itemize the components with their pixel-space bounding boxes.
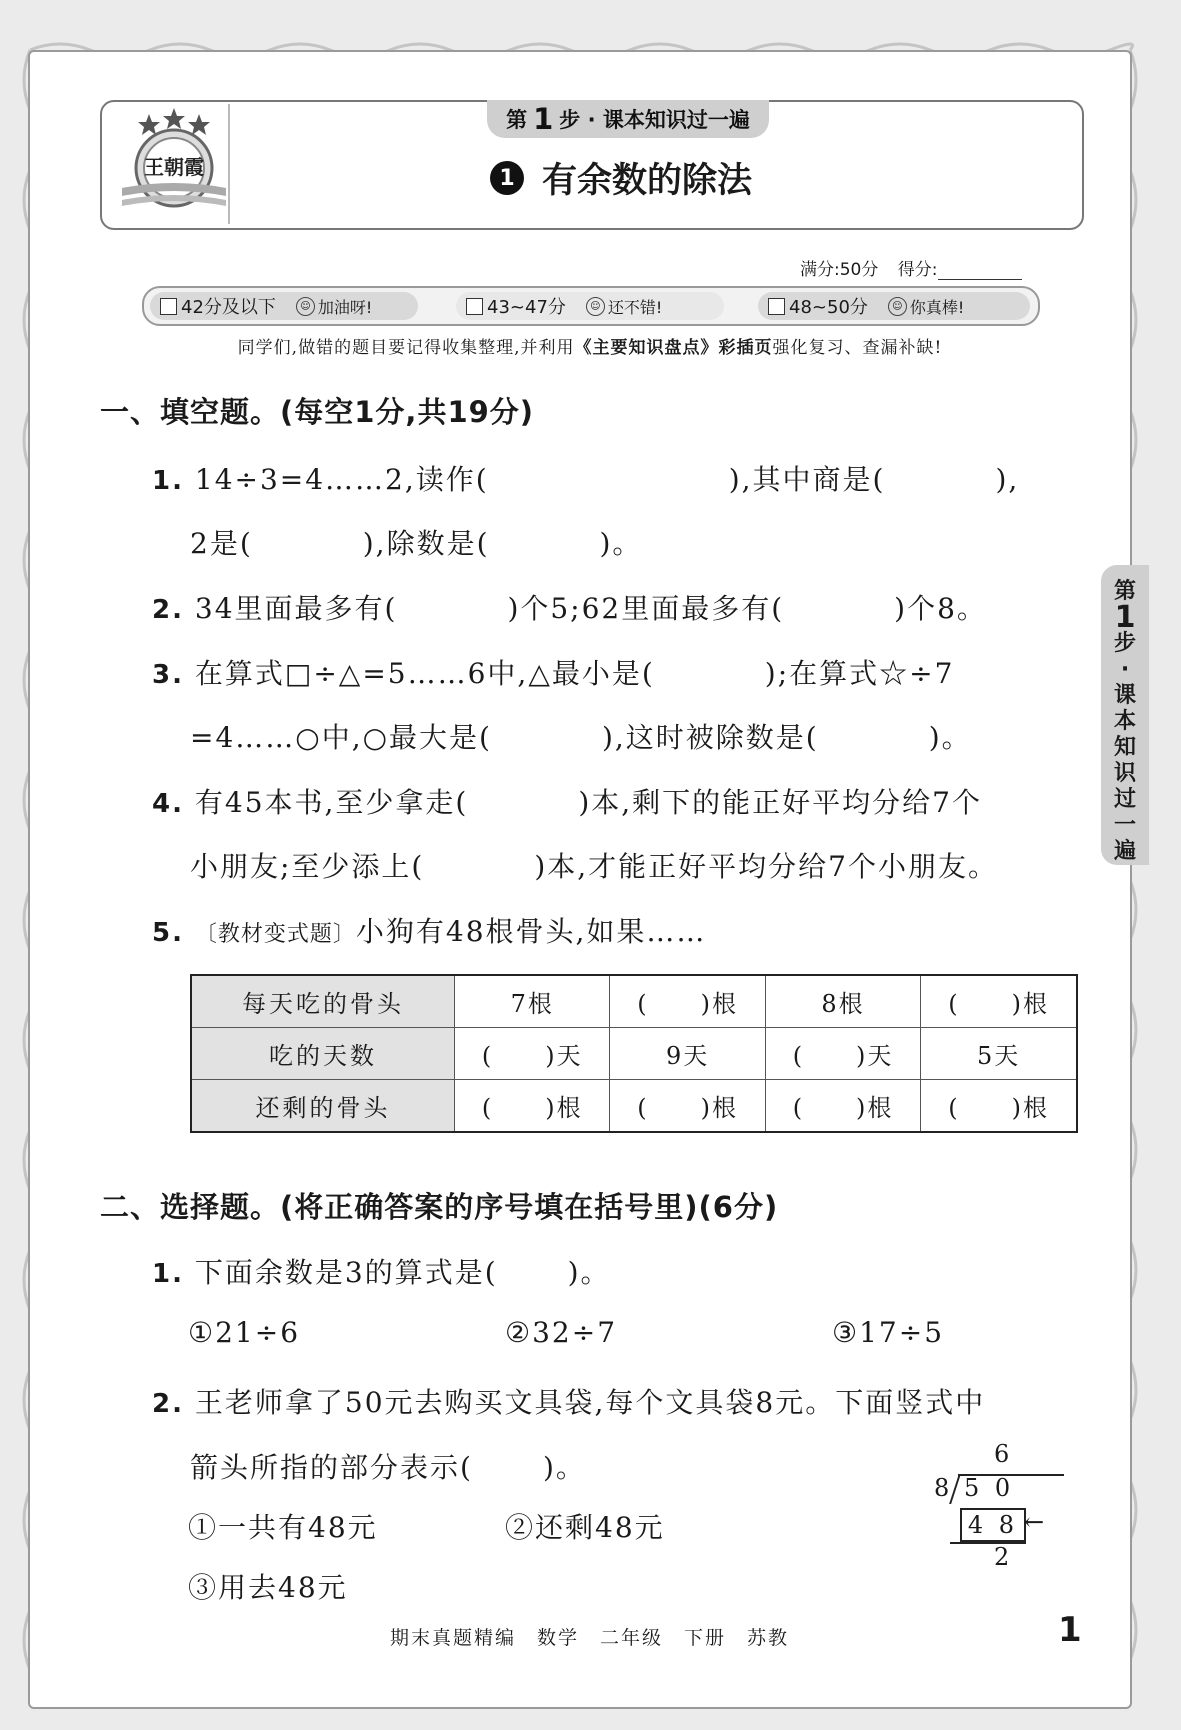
table-row-header: 每天吃的骨头 (191, 975, 455, 1028)
q1-1-line-1: 1. 14÷3=4……2,读作( ),其中商是( ), (152, 463, 1020, 496)
got-score-label: 得分: (897, 260, 938, 280)
lesson-title-text: 有余数的除法 (542, 161, 753, 201)
q2-2-option-c[interactable]: ③用去48元 (188, 1571, 348, 1604)
division-divisor: 8 (934, 1474, 950, 1502)
grade-message: 还不错! (607, 297, 663, 317)
q2-1-option-c[interactable]: ③17÷5 (832, 1316, 945, 1349)
grade-checkbox[interactable] (768, 298, 785, 315)
table-row (191, 1080, 1077, 1133)
table-cell[interactable]: ( )根 (455, 1080, 610, 1133)
table-row-header: 还剩的骨头 (191, 1080, 455, 1133)
grade-checkbox[interactable] (160, 298, 177, 315)
q1-4-line-1: 4. 有45本书,至少拿走( )本,剩下的能正好平均分给7个 (152, 786, 982, 819)
q2-2-line-2: 箭头所指的部分表示( )。 (190, 1451, 586, 1484)
lesson-title (490, 150, 910, 206)
side-tab-text: 第 1 步·课本知识过一遍 (1113, 579, 1136, 864)
table-cell[interactable]: ( )天 (765, 1028, 920, 1080)
pointing-arrow-icon: ← (1024, 1508, 1045, 1536)
section-2-title: 二、选择题。(将正确答案的序号填在括号里)(6分) (100, 1190, 779, 1224)
division-subtract-line (950, 1542, 1026, 1544)
table-row (191, 1028, 1077, 1080)
q1-2-line: 2. 34里面最多有( )个5;62里面最多有( )个8。 (152, 592, 987, 625)
q2-2-line-1: 2. 王老师拿了50元去购买文具袋,每个文具袋8元。下面竖式中 (152, 1386, 986, 1419)
lesson-number-badge: 1 (490, 161, 524, 195)
table-cell: 8根 (765, 975, 920, 1028)
division-bracket (949, 1474, 961, 1504)
division-product-boxed: 4 8 (960, 1508, 1026, 1542)
grade-message: 你真棒! (909, 297, 965, 317)
grade-segment-low (150, 292, 418, 320)
table-cell[interactable]: ( )天 (455, 1028, 610, 1080)
bones-table (190, 974, 1078, 1133)
table-cell[interactable]: ( )根 (921, 975, 1077, 1028)
grade-range: 42分及以下 (181, 297, 276, 318)
step-prefix: 第 (506, 108, 528, 132)
q1-3-line-1: 3. 在算式□÷△=5……6中,△最小是( );在算式☆÷7 (152, 657, 955, 690)
q1-5-line: 5. 〔教材变式题〕小狗有48根骨头,如果…… (152, 915, 707, 948)
step-suffix: 步 · 课本知识过一遍 (559, 108, 750, 132)
header-divider (228, 104, 230, 224)
table-row (191, 975, 1077, 1028)
division-dividend: 5 0 (964, 1474, 1015, 1502)
smiley-face-icon: ☺ (888, 297, 907, 316)
q2-2-option-b[interactable]: ②还剩48元 (505, 1511, 665, 1544)
grade-segment-mid (456, 292, 724, 320)
full-score-label: 满分:50分 (800, 260, 879, 280)
q1-3-line-2: =4……○中,○最大是( ),这时被除数是( )。 (190, 721, 972, 754)
grade-range: 48~50分 (789, 297, 868, 318)
section-1-title: 一、填空题。(每空1分,共19分) (100, 395, 535, 429)
grade-checkbox[interactable] (466, 298, 483, 315)
q1-4-line-2: 小朋友;至少添上( )本,才能正好平均分给7个小朋友。 (190, 850, 998, 883)
grade-bar (142, 286, 1040, 326)
table-cell[interactable]: ( )根 (610, 975, 765, 1028)
table-cell[interactable]: ( )根 (610, 1080, 765, 1133)
step-tab (487, 100, 769, 138)
table-cell: 9天 (610, 1028, 765, 1080)
publisher-logo (116, 108, 226, 218)
table-cell: 7根 (455, 975, 610, 1028)
notice-book-name: 《主要知识盘点》彩插页 (574, 338, 773, 358)
table-row-header: 吃的天数 (191, 1028, 455, 1080)
q2-1-option-b[interactable]: ②32÷7 (505, 1316, 618, 1349)
q2-2-option-a[interactable]: ①一共有48元 (188, 1511, 378, 1544)
svg-text:王朝霞: 王朝霞 (144, 155, 204, 179)
table-cell[interactable]: ( )根 (921, 1080, 1077, 1133)
q1-1-line-2: 2是( ),除数是( )。 (190, 527, 643, 560)
smiley-face-icon: ☺ (586, 297, 605, 316)
grade-range: 43~47分 (487, 297, 566, 318)
page-number: 1 (1058, 1610, 1082, 1650)
step-number: 1 (533, 102, 554, 136)
score-blank[interactable] (938, 261, 1022, 280)
table-cell[interactable]: ( )根 (765, 1080, 920, 1133)
table-cell: 5天 (921, 1028, 1077, 1080)
grade-segment-high (758, 292, 1030, 320)
smiley-face-icon: ☺ (296, 297, 315, 316)
footer-text: 期末真题精编 数学 二年级 下册 苏教 (390, 1627, 790, 1649)
textbook-variant-tag: 〔教材变式题〕 (194, 922, 356, 947)
q2-1-line: 1. 下面余数是3的算式是( )。 (152, 1256, 611, 1289)
notice-text: 同学们,做错的题目要记得收集整理,并利用《主要知识盘点》彩插页强化复习、查漏补缺! (237, 338, 943, 358)
side-step-tab (1101, 565, 1149, 865)
long-division (920, 1440, 1060, 1570)
q2-1-option-a[interactable]: ①21÷6 (188, 1316, 301, 1349)
grade-message: 加油呀! (317, 297, 373, 317)
division-remainder: 2 (994, 1543, 1010, 1571)
division-quotient: 6 (994, 1440, 1010, 1468)
score-line (800, 255, 1040, 281)
